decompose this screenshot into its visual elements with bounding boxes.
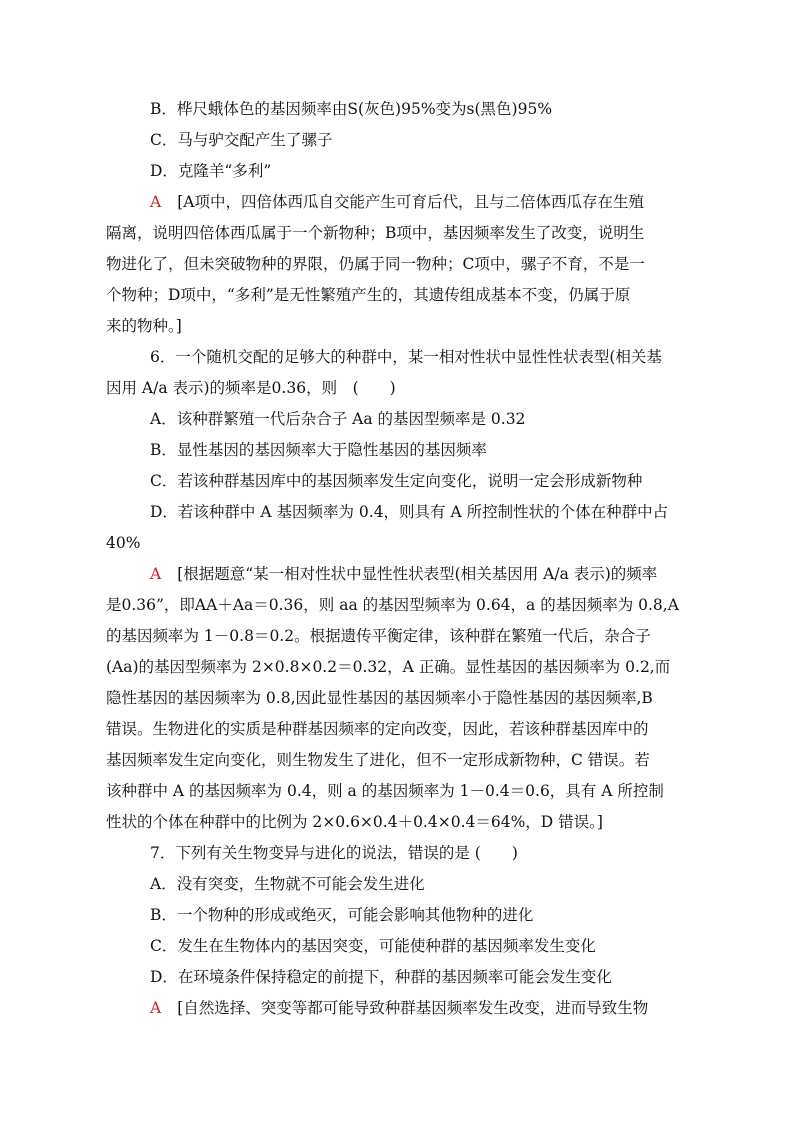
q6-analysis-line: 隐性基因的基因频率为 0.8,因此显性基因的基因频率小于隐性基因的基因频率,B — [106, 689, 653, 707]
q7-analysis-line — [106, 993, 680, 1024]
q6-analysis-line: (Aa)的基因型频率为 2×0.8×0.2＝0.32，A 正确。显性基因的基因频率为 0.2,而 — [106, 658, 671, 676]
q7-analysis-text: [自然选择、突变等都可能导致种群基因频率发生改变，进而导致生物 — [177, 999, 649, 1017]
q5-option-d: D．克隆羊“多利” — [150, 162, 272, 180]
q5-analysis-line: 来的物种。] — [106, 317, 182, 335]
q6-analysis-line: 错误。生物进化的实质是种群基因频率的定向改变，因此，若该种群基因库中的 — [106, 720, 649, 738]
q6-analysis-line: 基因频率发生定向变化，则生物发生了进化，但不一定形成新物种，C 错误。若 — [106, 751, 650, 769]
q6-analysis-line: 是0.36”，即AA＋Aa＝0.36，则 aa 的基因型频率为 0.64，a 的基因频率为 0.8,A — [106, 596, 679, 614]
q5-analysis-line: 个物种；D项中，“多利”是无性繁殖产生的，其遗传组成基本不变，仍属于原 — [106, 286, 631, 304]
q7-option-b: B．一个物种的形成或绝灭，可能会影响其他物种的进化 — [150, 906, 534, 924]
q7-stem: 7．下列有关生物变异与进化的说法，错误的是 ( ) — [150, 844, 518, 862]
q6-analysis-line: 性状的个体在种群中的比例为 2×0.6×0.4＋0.4×0.4＝64%，D 错误。] — [106, 813, 603, 831]
q7-option-d: D．在环境条件保持稳定的前提下，种群的基因频率可能会发生变化 — [150, 968, 612, 986]
q6-answer: A — [150, 565, 162, 583]
q6-option-d: D．若该种群中 A 基因频率为 0.4，则具有 A 所控制性状的个体在种群中占 — [150, 503, 669, 521]
q6-analysis-line: 的基因频率为 1－0.8＝0.2。根据遗传平衡定律，该种群在繁殖一代后，杂合子 — [106, 627, 651, 645]
q6-analysis-text: [根据题意“某一相对性状中显性性状表型(相关基因用 A/a 表示)的频率 — [177, 565, 658, 583]
q6-analysis-line — [106, 559, 680, 590]
q6-option-d-tail: 40% — [106, 534, 141, 552]
q7-option-c: C．发生在生物体内的基因突变，可能使种群的基因频率发生变化 — [150, 937, 596, 955]
q6-stem: 6．一个随机交配的足够大的种群中，某一相对性状中显性性状表型(相关基 — [150, 348, 662, 366]
q5-option-c: C．马与驴交配产生了骡子 — [150, 131, 333, 149]
document-content — [106, 94, 680, 1024]
q6-option-a: A．该种群繁殖一代后杂合子 Aa 的基因型频率是 0.32 — [150, 410, 526, 428]
q6-option-b: B．显性基因的基因频率大于隐性基因的基因频率 — [150, 441, 487, 459]
q6-option-c: C．若该种群基因库中的基因频率发生定向变化，说明一定会形成新物种 — [150, 472, 643, 490]
q5-analysis-text: [A项中，四倍体西瓜自交能产生可育后代，且与二倍体西瓜存在生殖 — [177, 193, 644, 211]
q6-analysis-line: 该种群中 A 的基因频率为 0.4，则 a 的基因频率为 1－0.4＝0.6，具有 A 所控制 — [106, 782, 664, 800]
q5-analysis-line — [106, 187, 680, 218]
q7-answer: A — [150, 999, 162, 1017]
q5-option-b: B．桦尺蛾体色的基因频率由S(灰色)95%变为s(黑色)95% — [150, 100, 553, 118]
q5-answer: A — [150, 193, 162, 211]
q7-option-a: A．没有突变，生物就不可能会发生进化 — [150, 875, 425, 893]
q5-analysis-line: 隔离，说明四倍体西瓜属于一个新物种；B项中，基因频率发生了改变，说明生 — [106, 224, 645, 242]
q6-stem: 因用 A/a 表示)的频率是0.36，则 ( ) — [106, 379, 396, 397]
q5-analysis-line: 物进化了，但未突破物种的界限，仍属于同一物种；C项中，骡子不育，不是一 — [106, 255, 645, 273]
